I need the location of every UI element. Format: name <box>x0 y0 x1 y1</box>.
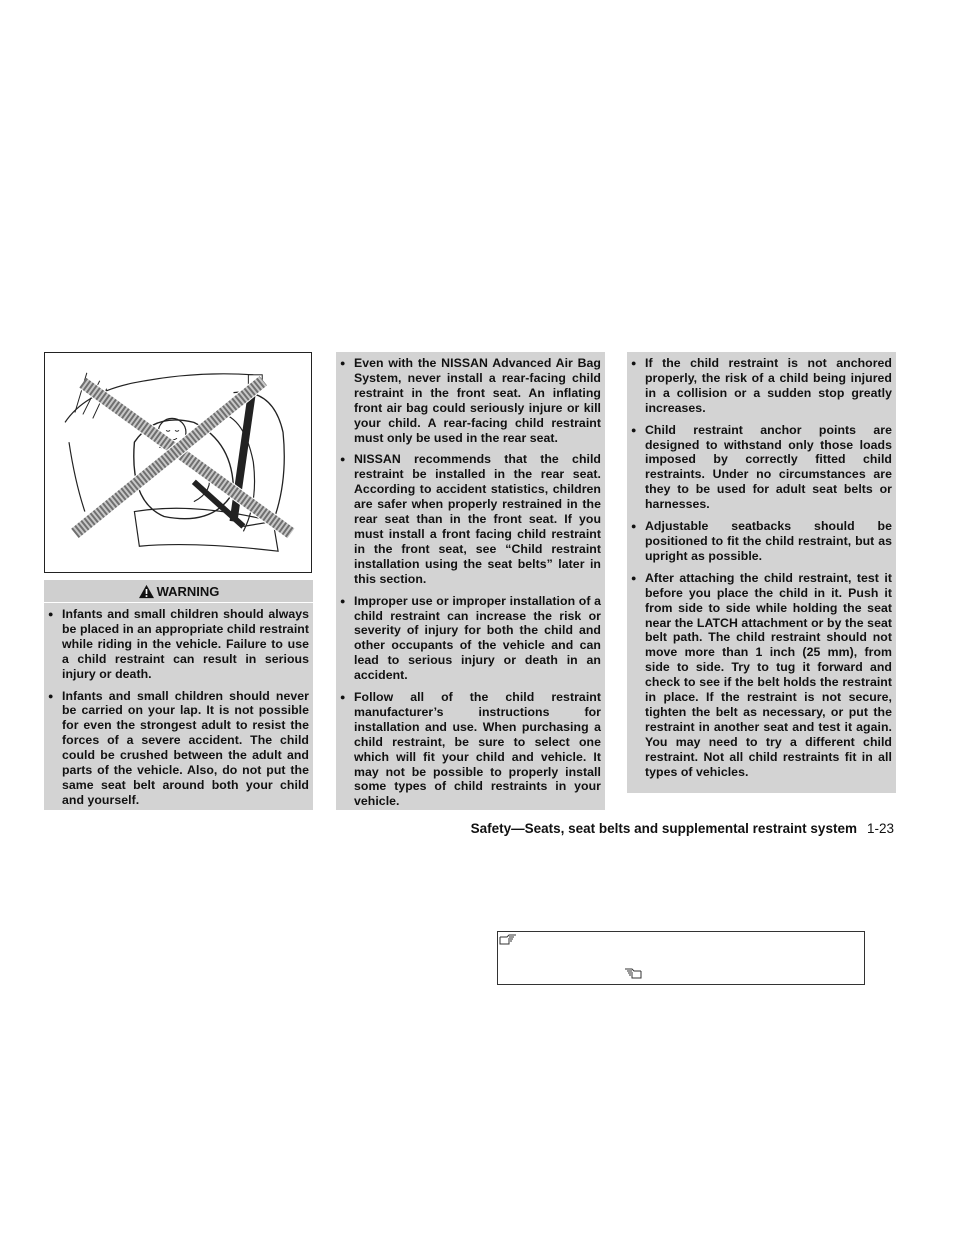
warning-list-item: ● Child restraint anchor points are designed to withstand only those loads imposed by correctly fitted child restraints. Under no circumstances are they to be used for adult seat belts or harnesses. <box>631 423 892 512</box>
warning-list-item: ● Adjustable seatbacks should be positioned to fit the child restraint, but as upright as possible. <box>631 519 892 564</box>
warning-list-item: ● NISSAN recommends that the child restraint be installed in the rear seat. According to accident statistics, children are safer when properly restrained in the rear seat than in the front seat. If you must install a front facing child restraint in the front seat, see “Child restraint installation using the seat belts” later in this section. <box>340 452 601 586</box>
warning-list-item: ● Improper use or improper installation of a child restraint can increase the risk or severity of injury for both the child and other occupants of the vehicle and can lead to serious injury or death in an accident. <box>340 594 601 683</box>
warning-header <box>44 580 313 602</box>
warning-column-2 <box>336 352 605 810</box>
warning-column-3 <box>627 352 896 793</box>
warning-title: WARNING <box>156 583 220 599</box>
pointing-hand-icon <box>624 967 642 980</box>
warning-triangle-icon <box>138 584 155 599</box>
warning-list-item: ● Infants and small children should never be carried on your lap. It is not possible for even the strongest adult to resist the forces of a severe accident. The child could be crushed between the adult and parts of the vehicle. Also, do not put the same seat belt around both your child and yourself. <box>48 689 309 808</box>
page-number: 1-23 <box>866 821 894 836</box>
child-restraint-illustration <box>44 352 312 573</box>
reference-box <box>497 931 865 985</box>
prohibited-rear-facing-seat-drawing <box>45 353 311 572</box>
warning-list-item: ● Even with the NISSAN Advanced Air Bag System, never install a rear-facing child restraint in the front seat. An inflating front air bag could seriously injure or kill your child. A rear-facing child restraint must only be used in the rear seat. <box>340 356 601 445</box>
pointing-hand-icon <box>499 933 517 946</box>
warning-list-item: ● Follow all of the child restraint manufacturer’s instructions for installation and use. When purchasing a child restraint, be sure to select one which will fit your child and vehicle. It may not be possible to properly install some types of child restraints in your vehicle. <box>340 690 601 809</box>
warning-list-item: ● If the child restraint is not anchored properly, the risk of a child being injured in a collision or a sudden stop greatly increases. <box>631 356 892 416</box>
page-footer <box>471 821 894 836</box>
warning-list-item: ● After attaching the child restraint, test it before you place the child in it. Push it from side to side while holding the seat near the LATCH attachment or by the seat belt path. The child restraint should not move more than 1 inch (25 mm), from side to side. Try to tug it forward and check to see if the belt holds the restraint in place. If the restraint is not secure, tighten the belt as necessary, or put the restraint in another seat and test it again. You may need to try a different child restraint. Not all child restraints fit in all types of vehicles. <box>631 571 892 780</box>
warning-column-1 <box>44 603 313 810</box>
footer-section-title: Safety—Seats, seat belts and supplemental restraint system <box>470 821 857 836</box>
warning-list-item: ● Infants and small children should always be placed in an appropriate child restraint while riding in the vehicle. Failure to use a child restraint can result in serious injury or death. <box>48 607 309 682</box>
